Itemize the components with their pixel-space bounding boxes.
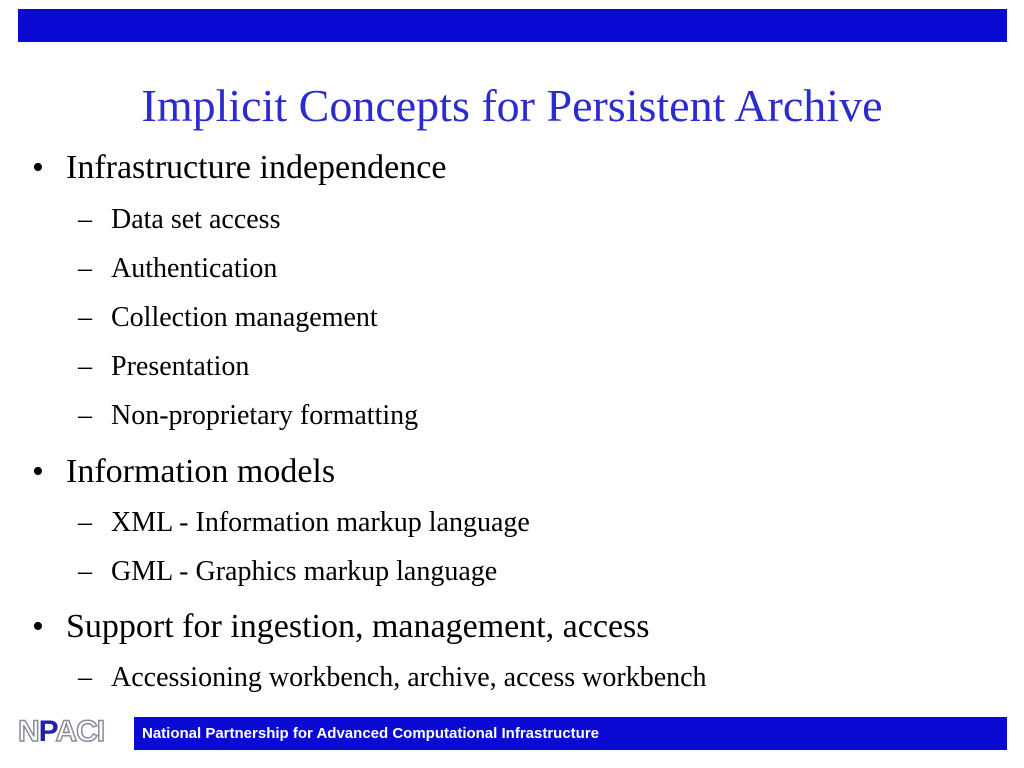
footer-text: National Partnership for Advanced Computational Infrastructure: [142, 725, 600, 742]
sub-bullet-text: Authentication: [111, 253, 278, 284]
bullet-text: Infrastructure independence: [66, 149, 447, 186]
bullet-marker: •: [32, 453, 44, 490]
bullet-text: Support for ingestion, management, access: [66, 608, 650, 645]
slide-title: Implicit Concepts for Persistent Archive: [141, 80, 883, 131]
sub-bullet-text: Presentation: [111, 351, 250, 382]
footer-bar: [134, 717, 1007, 750]
sub-bullet-marker: –: [78, 556, 92, 587]
bullet-text: Information models: [66, 453, 336, 490]
sub-bullet-marker: –: [78, 253, 92, 284]
bullet-marker: •: [32, 149, 44, 186]
sub-bullet-text: XML - Information markup language: [111, 507, 530, 538]
logo-letters-aci: ACI: [55, 715, 105, 748]
sub-bullet-text: Collection management: [111, 302, 378, 333]
bullet-marker: •: [32, 608, 44, 645]
sub-bullet-marker: –: [78, 400, 92, 431]
sub-bullet-text: Accessioning workbench, archive, access workbench: [111, 662, 707, 693]
logo-letter-p: P: [38, 715, 56, 748]
sub-bullet-text: GML - Graphics markup language: [111, 556, 498, 587]
sub-bullet-marker: –: [78, 507, 92, 538]
logo-letter-n: N: [18, 715, 39, 748]
sub-bullet-marker: –: [78, 204, 92, 235]
sub-bullet-marker: –: [78, 302, 92, 333]
npaci-logo: [18, 716, 122, 748]
sub-bullet-text: Data set access: [111, 204, 281, 235]
sub-bullet-marker: –: [78, 662, 92, 693]
sub-bullet-marker: –: [78, 351, 92, 382]
sub-bullet-text: Non-proprietary formatting: [111, 400, 419, 431]
top-banner-bar: [18, 9, 1007, 42]
